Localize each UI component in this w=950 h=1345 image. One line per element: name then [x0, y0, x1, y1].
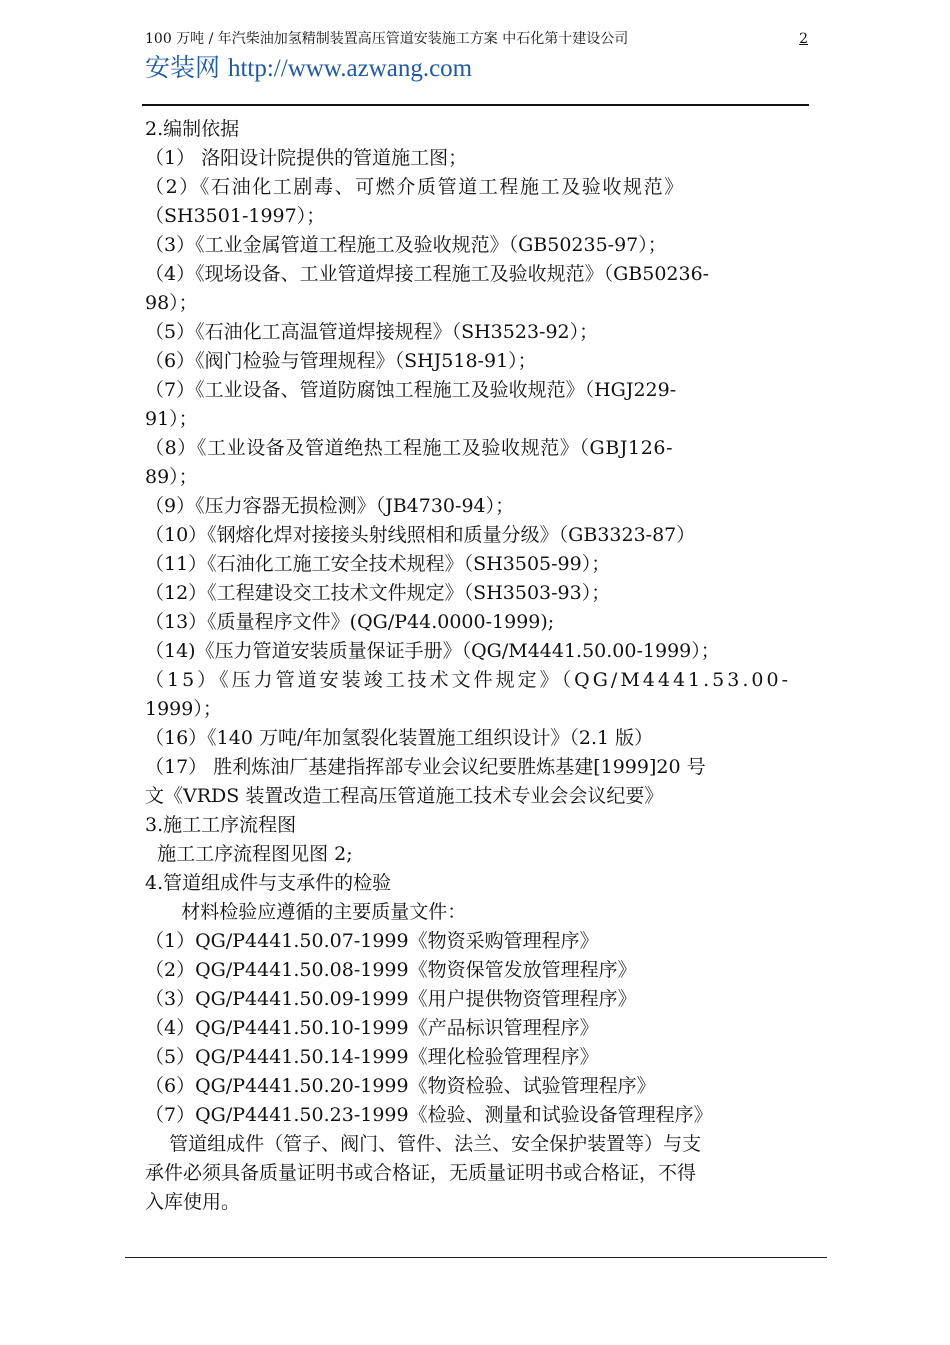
document-body: [145, 115, 807, 1217]
list-item: （12）《工程建设交工技术文件规定》（SH3503-93）；: [145, 582, 611, 604]
body-text: 施工工序流程图见图 2;: [145, 843, 353, 865]
list-item: （11）《石油化工施工安全技术规程》（SH3505-99）；: [145, 553, 611, 575]
list-item: （16）《140 万吨/年加氢裂化装置施工组织设计》（2.1 版）: [145, 727, 654, 749]
list-item-continuation: 1999）；: [145, 698, 222, 720]
site-name: 安装网: [145, 53, 221, 82]
page-number: 2: [799, 31, 808, 47]
body-paragraph: [145, 1130, 807, 1217]
list-item: （8）《工业设备及管道绝热工程施工及验收规范》（GBJ126-: [145, 437, 674, 459]
paragraph-line: 入库使用。: [145, 1191, 241, 1213]
list-item: （14)《压力管道安装质量保证手册》（QG/M4441.50.00-1999）；: [145, 640, 720, 662]
list-item: （13）《质量程序文件》(QG/P44.0000-1999);: [145, 611, 555, 633]
list-item: （10）《钢熔化焊对接接头射线照相和质量分级》（GB3323-87）: [145, 524, 696, 546]
list-item: （17） 胜利炼油厂基建指挥部专业会议纪要胜炼基建[1999]20 号: [145, 756, 706, 778]
list-item-continuation: 89）；: [145, 466, 198, 488]
list-item: （2）《石油化工剧毒、可燃介质管道工程施工及验收规范》: [145, 176, 685, 198]
site-url-link[interactable]: http://www.azwang.com: [227, 55, 473, 82]
section-heading-inspection: 4.管道组成件与支承件的检验: [145, 872, 392, 894]
header-title: 100 万吨 / 年汽柴油加氢精制装置高压管道安装施工方案 中石化第十建设公司: [145, 31, 629, 47]
page-header: [145, 28, 810, 50]
list-item: （4）QG/P4441.50.10-1999《产品标识管理程序》: [145, 1017, 599, 1039]
list-item: （4）《现场设备、工业管道焊接工程施工及验收规范》（GB50236-: [145, 263, 710, 285]
site-banner: [145, 50, 472, 87]
list-item: （5）QG/P4441.50.14-1999《理化检验管理程序》: [145, 1046, 599, 1068]
list-item: （7）《工业设备、管道防腐蚀工程施工及验收规范》（HGJ229-: [145, 379, 677, 401]
list-item: （9）《压力容器无损检测》（JB4730-94）；: [145, 495, 515, 517]
section-heading-flowchart: 3.施工工序流程图: [145, 814, 297, 836]
list-item: （3）QG/P4441.50.09-1999《用户提供物资管理程序》: [145, 988, 637, 1010]
list-item-continuation: 98）；: [145, 292, 198, 314]
list-item: （6）QG/P4441.50.20-1999《物资检验、试验管理程序》: [145, 1075, 656, 1097]
header-divider: [142, 104, 809, 106]
list-item-continuation: （SH3501-1997）；: [145, 205, 326, 227]
body-text: 材料检验应遵循的主要质量文件：: [145, 901, 467, 923]
footer-divider: [125, 1257, 827, 1258]
list-item: （6）《阀门检验与管理规程》（SHJ518-91）；: [145, 350, 537, 372]
list-item: （15）《压力管道安装竣工技术文件规定》（QG/M4441.53.00-: [145, 669, 791, 691]
list-item: （2）QG/P4441.50.08-1999《物资保管发放管理程序》: [145, 959, 637, 981]
list-item-continuation: 91）；: [145, 408, 198, 430]
paragraph-line: 管道组成件（管子、阀门、管件、法兰、安全保护装置等）与支: [145, 1133, 702, 1155]
list-item: （5）《石油化工高温管道焊接规程》（SH3523-92）；: [145, 321, 599, 343]
section-heading-basis: 2.编制依据: [145, 118, 240, 140]
list-item: （1） 洛阳设计院提供的管道施工图；: [145, 147, 468, 169]
list-item: （3）《工业金属管道工程施工及验收规范》（GB50235-97）；: [145, 234, 667, 256]
paragraph-line: 承件必须具备质量证明书或合格证，无质量证明书或合格证，不得: [145, 1162, 697, 1184]
list-item: （1）QG/P4441.50.07-1999《物资采购管理程序》: [145, 930, 599, 952]
list-item-continuation: 文《VRDS 装置改造工程高压管道施工技术专业会会议纪要》: [145, 785, 664, 807]
list-item: （7）QG/P4441.50.23-1999《检验、测量和试验设备管理程序》: [145, 1104, 713, 1126]
